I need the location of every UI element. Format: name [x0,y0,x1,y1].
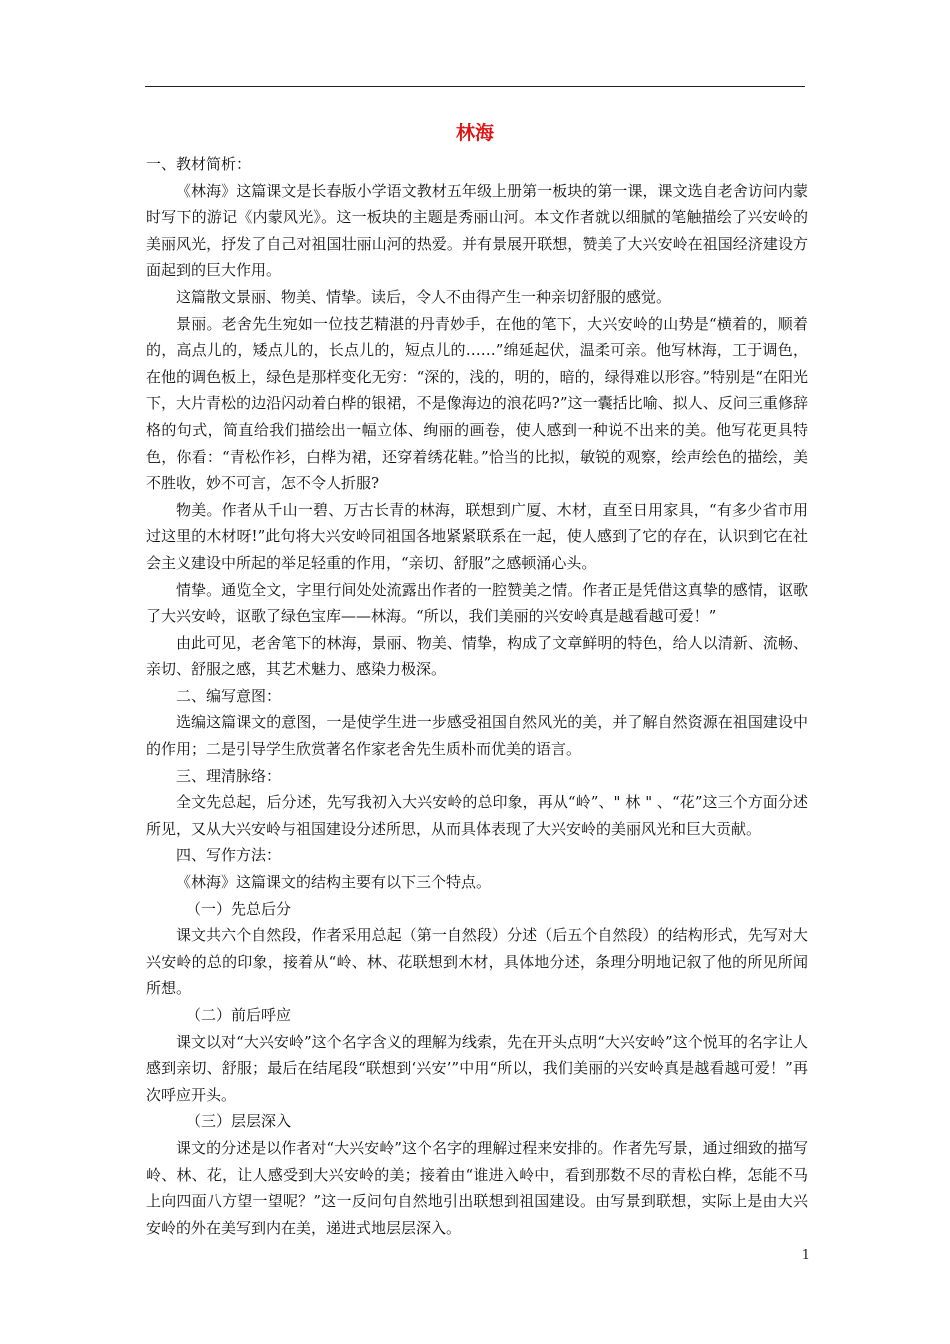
paragraph: 《林海》这篇课文是长春版小学语文教材五年级上册第一板块的第一课，课文选自老舍访问内蒙时写下的游记《内蒙风光》。这一板块的主题是秀丽山河。本文作者就以细腻的笔触描绘了兴安岭的美丽风光，抒发了自己对祖国壮丽山河的热爱。并有景展开联想，赞美了大兴安岭在祖国经济建设方面起到的巨大作用。 [146,181,808,280]
subheading-1: （一）先总后分 [186,899,292,918]
document-body [146,151,808,1241]
paragraph: 课文以对“大兴安岭”这个名字含义的理解为线索，先在开头点明“大兴安岭”这个悦耳的名字让人感到亲切、舒服；最后在结尾段“联想到‘兴安’”中用“所以，我们美丽的兴安岭真是越看越可爱！”再次呼应开头。 [146,1032,808,1104]
paragraph: 这篇散文景丽、物美、情挚。读后，令人不由得产生一种亲切舒服的感觉。 [176,287,672,306]
section-heading-method: 四、写作方法： [176,846,282,865]
section-heading-analysis: 一、教材简析： [146,155,252,173]
subheading-3: （三）层层深入 [186,1112,292,1131]
document-title: 林海 [455,122,494,144]
paragraph: 情挚。通览全文，字里行间处处流露出作者的一腔赞美之情。作者正是凭借这真挚的感情，讴歌了大兴安岭，讴歌了绿色宝库——林海。“所以，我们美丽的兴安岭真是越看越可爱！” [146,580,808,626]
paragraph: 课文的分述是以作者对“大兴安岭”这个名字的理解过程来安排的。作者先写景，通过细致的描写岭、林、花，让人感受到大兴安岭的美；接着由“谁进入岭中，看到那数不尽的青松白桦，怎能不马上向四面八方望一望呢？”这一反问句自然地引出联想到祖国建设。由写景到联想，实际上是由大兴安岭的外在美写到内在美，递进式地层层深入。 [146,1138,808,1237]
page-number: 1 [801,1248,810,1263]
header-rule [145,86,805,87]
paragraph: 由此可见，老舍笔下的林海，景丽、物美、情挚，构成了文章鲜明的特色，给人以清新、流畅、亲切、舒服之感，其艺术魅力、感染力极深。 [146,633,808,679]
paragraph: 全文先总起，后分述，先写我初入大兴安岭的总印象，再从“岭”、" 林 " 、“花”这三个方面分述所见，又从大兴安岭与祖国建设分述所思，从而具体表现了大兴安岭的美丽风光和巨大贡献。 [146,793,808,838]
paragraph: 《林海》这篇课文的结构主要有以下三个特点。 [176,873,492,892]
section-heading-intent: 二、编写意图： [176,686,282,705]
section-heading-structure: 三、理清脉络： [176,766,282,785]
paragraph: 物美。作者从千山一碧、万古长青的林海，联想到广厦、木材，直至日用家具，“有多少省市用过这里的木材呀!”此句将大兴安岭同祖国各地紧紧联系在一起，使人感到了它的存在，认识到它在社会主义建设中所起的举足轻重的作用，“亲切、舒服”之感顿涌心头。 [146,500,808,572]
subheading-2: （二）前后呼应 [186,1006,292,1024]
paragraph: 景丽。老舍先生宛如一位技艺精湛的丹青妙手，在他的笔下，大兴安岭的山势是“横着的，顺着的，高点儿的，矮点儿的，长点儿的，短点儿的……”绵延起伏，温柔可亲。他写林海，工于调色，在他的调色板上，绿色是那样变化无穷：“深的，浅的，明的，暗的，绿得难以形容。”特别是“在阳光下，大片青松的边沿闪动着白桦的银裙，不是像海边的浪花吗?”这一囊括比喻、拟人、反问三重修辞格的句式，简直给我们描绘出一幅立体、绚丽的画卷，使人感到一种说不出来的美。他写花更具特色，你看：“青松作衫，白桦为裙，还穿着绣花鞋。”恰当的比拟，敏锐的观察，绘声绘色的描绘，美不胜收，妙不可言，怎不令人折服? [146,314,808,493]
paragraph: 课文共六个自然段，作者采用总起（第一自然段）分述（后五个自然段）的结构形式，先写对大兴安岭的总的印象，接着从“岭、林、花联想到木材，具体地分述，条理分明地记叙了他的所见所闻所想。 [146,926,808,998]
paragraph: 选编这篇课文的意图，一是使学生进一步感受祖国自然风光的美，并了解自然资源在祖国建设中的作用；二是引导学生欣赏著名作家老舍先生质朴而优美的语言。 [146,713,808,759]
